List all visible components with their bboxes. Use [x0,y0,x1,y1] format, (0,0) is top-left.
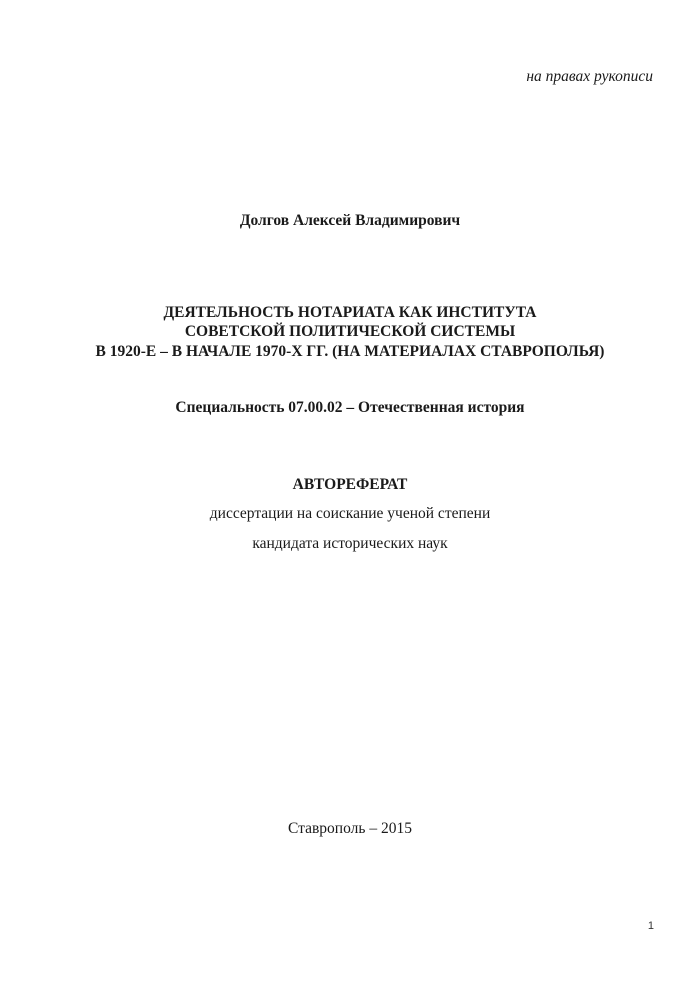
author-name: Долгов Алексей Владимирович [239,212,461,229]
title-line: В 1920-Е – В НАЧАЛЕ 1970-Х ГГ. (НА МАТЕРИАЛАХ СТАВРОПОЛЬЯ) [95,343,605,360]
specialty: Специальность 07.00.02 – Отечественная история [175,399,525,416]
city-year: Ставрополь – 2015 [288,820,412,837]
document-description-line: диссертации на соискание ученой степени [209,505,491,522]
title-line: ДЕЯТЕЛЬНОСТЬ НОТАРИАТА КАК ИНСТИТУТА [163,304,537,321]
document-type: АВТОРЕФЕРАТ [292,476,408,493]
manuscript-notice: на правах рукописи [526,68,653,85]
document-description-line: кандидата исторических наук [252,535,448,552]
page-number: 1 [647,920,654,932]
title-line: СОВЕТСКОЙ ПОЛИТИЧЕСКОЙ СИСТЕМЫ [184,323,516,340]
